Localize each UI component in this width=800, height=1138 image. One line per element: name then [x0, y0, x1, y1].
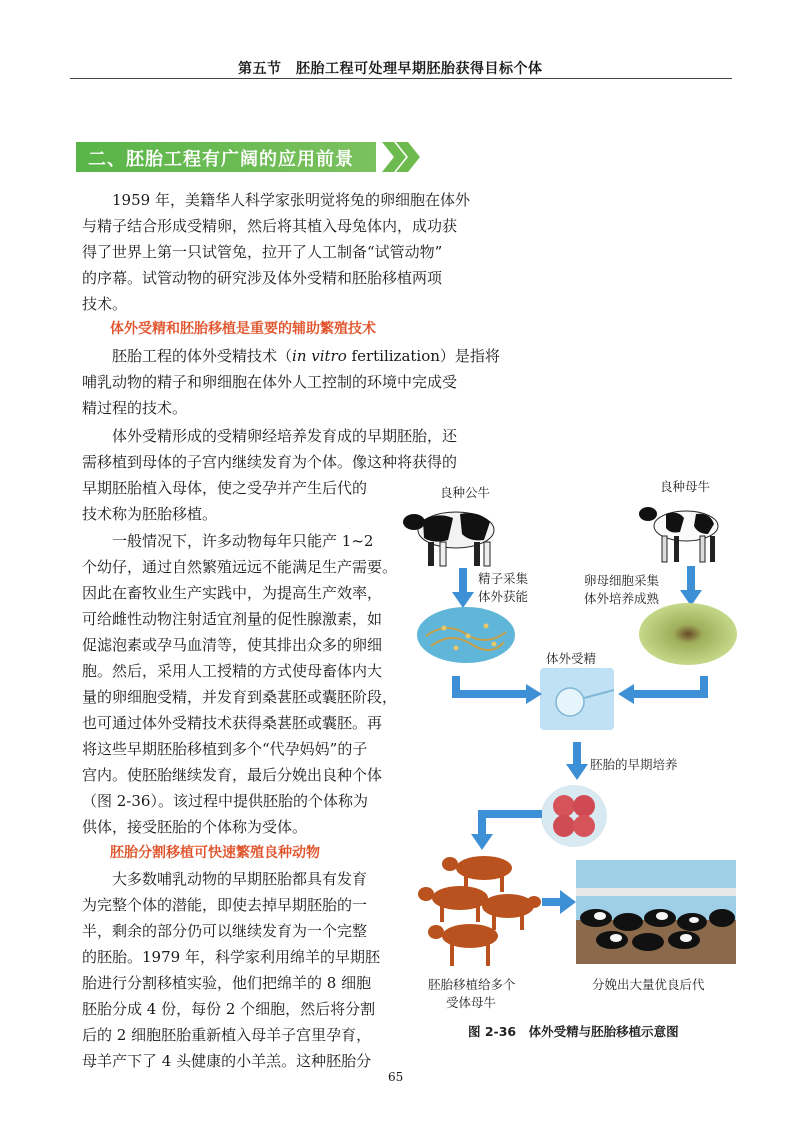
cow-image — [636, 496, 726, 568]
bull-label: 良种公牛 — [440, 485, 491, 500]
egg-step-line: 体外培养成熟 — [584, 591, 660, 606]
ivf-image — [540, 668, 614, 730]
section-title: 二、胚胎工程有广阔的应用前景 — [88, 149, 354, 170]
page-header — [0, 0, 800, 80]
egg-step-line: 卵母细胞采集 — [584, 573, 660, 588]
text-line: 量的卵细胞受精，并发育到桑葚胚或囊胚阶段， — [82, 688, 398, 706]
bull-image — [398, 500, 506, 572]
text-line: 胚胎分成 4 份，每份 2 个细胞，然后将分割 — [82, 1000, 376, 1018]
text-line: 与精子结合形成受精卵，然后将其植入母兔体内，成功获 — [82, 217, 458, 235]
text-line: 促滤泡素或孕马血清等，使其排出众多的卵细 — [82, 636, 383, 654]
egg-micrograph-image — [638, 602, 738, 666]
culture-label: 胚胎的早期培养 — [590, 757, 678, 772]
header-rule — [70, 78, 732, 79]
text-line: 因此在畜牧业生产实践中，为提高生产效率， — [82, 584, 383, 602]
transfer-label-line: 胚胎移植给多个 — [428, 977, 516, 992]
text-line: 技术称为胚胎移植。 — [82, 505, 218, 523]
ivf-label: 体外受精 — [546, 651, 597, 666]
text-segment: fertilization）是指将 — [346, 347, 500, 365]
arrow-left-icon — [618, 676, 708, 712]
sperm-micrograph-image — [416, 606, 516, 664]
arrow-down-left-icon — [470, 806, 542, 850]
text-line: 个幼仔，通过自然繁殖远远不能满足生产需要。 — [82, 558, 398, 576]
arrow-right-icon — [452, 676, 542, 712]
text-line: 母羊产下了 4 头健康的小羊羔。这种胚胎分 — [82, 1052, 372, 1070]
text-line: 精过程的技术。 — [82, 399, 188, 417]
text-line: 后的 2 细胞胚胎重新植入母羊子宫里孕育， — [82, 1026, 372, 1044]
text-line: 半，剩余的部分仍可以继续发育为一个完整 — [82, 922, 368, 940]
section-banner — [76, 142, 376, 172]
text-line: 供体，接受胚胎的个体称为受体。 — [82, 818, 308, 836]
figure-caption: 图 2-36 体外受精与胚胎移植示意图 — [468, 1024, 679, 1039]
arrow-down-icon — [680, 566, 702, 606]
text-line: 为完整个体的潜能，即使去掉早期胚胎的一 — [82, 896, 368, 914]
arrow-right-icon — [542, 890, 576, 914]
text-line: 的序幕。试管动物的研究涉及体外受精和胚胎移植两项 — [82, 269, 443, 287]
subheading-ivf: 体外受精和胚胎移植是重要的辅助繁殖技术 — [110, 321, 376, 337]
text-line: 技术。 — [82, 295, 128, 313]
chevron-right-icon — [380, 140, 424, 174]
text-line: 胎进行分割移植实验，他们把绵羊的 8 细胞 — [82, 974, 372, 992]
text-line — [82, 343, 500, 369]
text-line: （图 2-36）。该过程中提供胚胎的个体称为 — [82, 792, 368, 810]
sperm-step-line: 体外获能 — [478, 589, 529, 604]
text-line: 大多数哺乳动物的早期胚胎都具有发育 — [82, 870, 368, 888]
text-line: 体外受精形成的受精卵经培养发育成的早期胚胎，还 — [82, 427, 458, 445]
transfer-label-line: 受体母牛 — [446, 995, 497, 1010]
sperm-step-line: 精子采集 — [478, 571, 529, 586]
cow-label: 良种母牛 — [660, 479, 711, 494]
offspring-label: 分娩出大量优良后代 — [592, 977, 705, 992]
text-line: 哺乳动物的精子和卵细胞在体外人工控制的环境中完成受 — [82, 373, 458, 391]
text-line: 得了世界上第一只试管兔，拉开了人工制备“试管动物” — [82, 243, 443, 261]
recipient-cows-image — [404, 846, 542, 970]
italic-term: in vitro — [292, 347, 347, 365]
text-line: 一般情况下，许多动物每年只能产 1~2 — [82, 532, 374, 550]
arrow-down-icon — [452, 568, 474, 608]
offspring-herd-image — [576, 860, 736, 964]
embryo-image — [540, 784, 608, 848]
text-line: 可给雌性动物注射适宜剂量的促性腺激素，如 — [82, 610, 383, 628]
arrow-down-icon — [566, 742, 588, 780]
page-number: 65 — [388, 1070, 404, 1084]
text-line: 的胚胎。1979 年，科学家利用绵羊的早期胚 — [82, 948, 380, 966]
text-line: 1959 年，美籍华人科学家张明觉将兔的卵细胞在体外 — [82, 191, 470, 209]
text-line: 也可通过体外受精技术获得桑葚胚或囊胚。再 — [82, 714, 383, 732]
text-line: 早期胚胎植入母体，使之受孕并产生后代的 — [82, 479, 368, 497]
subheading-embryo-splitting: 胚胎分割移植可快速繁殖良种动物 — [110, 845, 320, 861]
header-title: 第五节 胚胎工程可处理早期胚胎获得目标个体 — [238, 61, 543, 77]
text-line: 将这些早期胚胎移植到多个“代孕妈妈”的子 — [82, 740, 368, 758]
text-segment: 胚胎工程的体外受精技术（ — [82, 347, 293, 365]
text-line: 胞。然后，采用人工授精的方式使母畜体内大 — [82, 662, 383, 680]
text-line: 宫内。使胚胎继续发育，最后分娩出良种个体 — [82, 766, 383, 784]
text-line: 需移植到母体的子宫内继续发育为个体。像这种将获得的 — [82, 453, 458, 471]
